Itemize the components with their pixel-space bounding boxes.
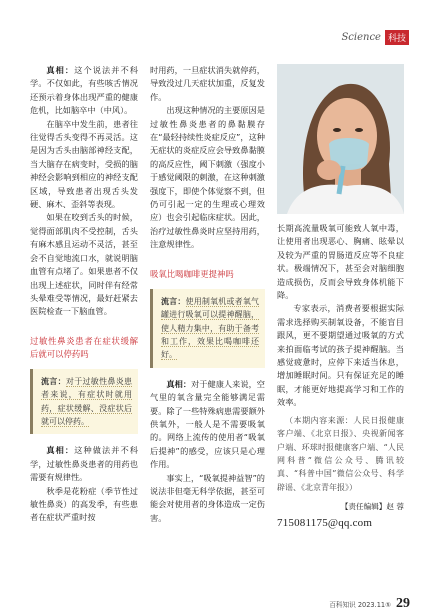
issue-label: 百科知识 2023.11⑤ (329, 601, 391, 609)
paragraph: 专家表示，消费者要根据实际需求选择购买制氧设备，不能盲目跟风，更不要期望通过吸氧的方式来拍面临考试的孩子提神醒脑。当感觉疲惫时，应停下来适当休息，增加睡眠时间。只有保证充足的睡眠，才能更好地提高学习和工作的效率。 (277, 303, 404, 408)
paragraph: 真相：这种做法并不科学，过敏性鼻炎患者的用药也需要有规律性。 (30, 445, 138, 483)
page-footer (329, 596, 410, 612)
truth-label: 真相： (46, 65, 75, 75)
woman-oxygen-mask-photo (277, 64, 404, 214)
paragraph: 出现这种情况的主要原因是过敏性鼻炎患者的鼻黏膜存在“最轻持续性炎症反应”，这种无症状的炎症反应会导致鼻黏膜的高反应性，阈下刺激（强度小于感觉阈限的刺激，在这种刺激强度下，即使个体觉察不到，但仍可引起一定的生理或心理效应）也会引起临床症状。因此，治疗过敏性鼻炎时应坚持用药，注意规律性。 (150, 105, 265, 250)
editor-email: 715081175@qq.com (277, 516, 373, 529)
editor-credit: 【责任编辑】赵 蓉 (340, 502, 404, 512)
sources-note: （本期内容来源：人民日报健康客户端、《北京日报》、央视新闻客户端、环球时报健康客户端、“人民网科普”微信公众号、腾讯较真、“科普中国”微信公众号、科学辟谣、《北京青年报》） (277, 415, 404, 492)
section-label-en: Science (341, 32, 381, 43)
truth-label: 真相： (166, 378, 192, 389)
page-number: 29 (396, 596, 410, 611)
paragraph: 秋季是花粉症（季节性过敏性鼻炎）的高发季，有些患者在症状严重时按 (30, 485, 138, 523)
paragraph: 长期高流量吸氧可能致人氧中毒，让使用者出现恶心、胸痛、眩晕以及较为严重的胃肠道反应等不良症状。极端情况下，甚至会对脑细胞造成损伤，反而会导致身体机能下降。 (277, 223, 404, 301)
column-2 (150, 64, 265, 525)
rumor-callout: 流言：使用制氧机或者氧气罐进行吸氧可以提神醒脑，使人精力集中，有助于备考和工作，效果比喝咖啡还好。 (150, 289, 265, 368)
subheading-rhinitis: 过敏性鼻炎患者在症状缓解后就可以停药吗 (30, 335, 138, 359)
section-label-cn: 科技 (385, 30, 409, 45)
subheading-oxygen: 吸氧比喝咖啡更提神吗 (150, 268, 234, 279)
paragraph: 在脑卒中发生前，患者往往觉得舌头变得不再灵活。这是因为舌头由脑部神经支配，当大脑存在病变时，受损的脑神经会影响到相应的神经支配区域，导致患者出现舌头发硬、麻木、歪斜等表现。 (30, 118, 138, 210)
section-header (341, 30, 409, 45)
truth-label: 真相： (46, 445, 75, 456)
paragraph: 真相：对于健康人来说，空气里的氧含量完全能够满足需要。除了一些特殊病患需要额外供氧外，一般人是不需要吸氧的。网络上流传的使用者“吸氧后提神”的感受，应该只是心理作用。 (150, 378, 265, 470)
column-3 (277, 222, 404, 530)
paragraph: 真相：这个说法并不科学。不仅如此，有些咳舌情况还预示着身体出现严重的健康危机，比如脑卒中（中风）。 (30, 65, 138, 116)
column-1 (30, 64, 138, 525)
paragraph: 时用药，一旦症状消失就停药，导致没过几天症状加重，反复发作。 (150, 65, 265, 102)
rumor-callout: 流言：对于过敏性鼻炎患者来说，有症状时就用药，症状缓解、没症状后就可以停药。 (30, 369, 138, 435)
paragraph: 如果在咬到舌头的时候，觉得面部肌肉不受控制，舌头有麻木感且运动不灵活，甚至会不自觉地流口水，就说明脑血管有点堵了。如果患者不仅出现上述症状，同时伴有经常头晕难受等情况，最好赶紧去医院检查一下脑血管。 (30, 212, 138, 317)
rumor-label: 流言： (41, 375, 66, 386)
rumor-label: 流言： (161, 295, 186, 306)
paragraph: 事实上，“吸氧提神益智”的说法非但毫无科学依据，甚至可能会对使用者的身体造成一定伤害。 (150, 472, 265, 523)
